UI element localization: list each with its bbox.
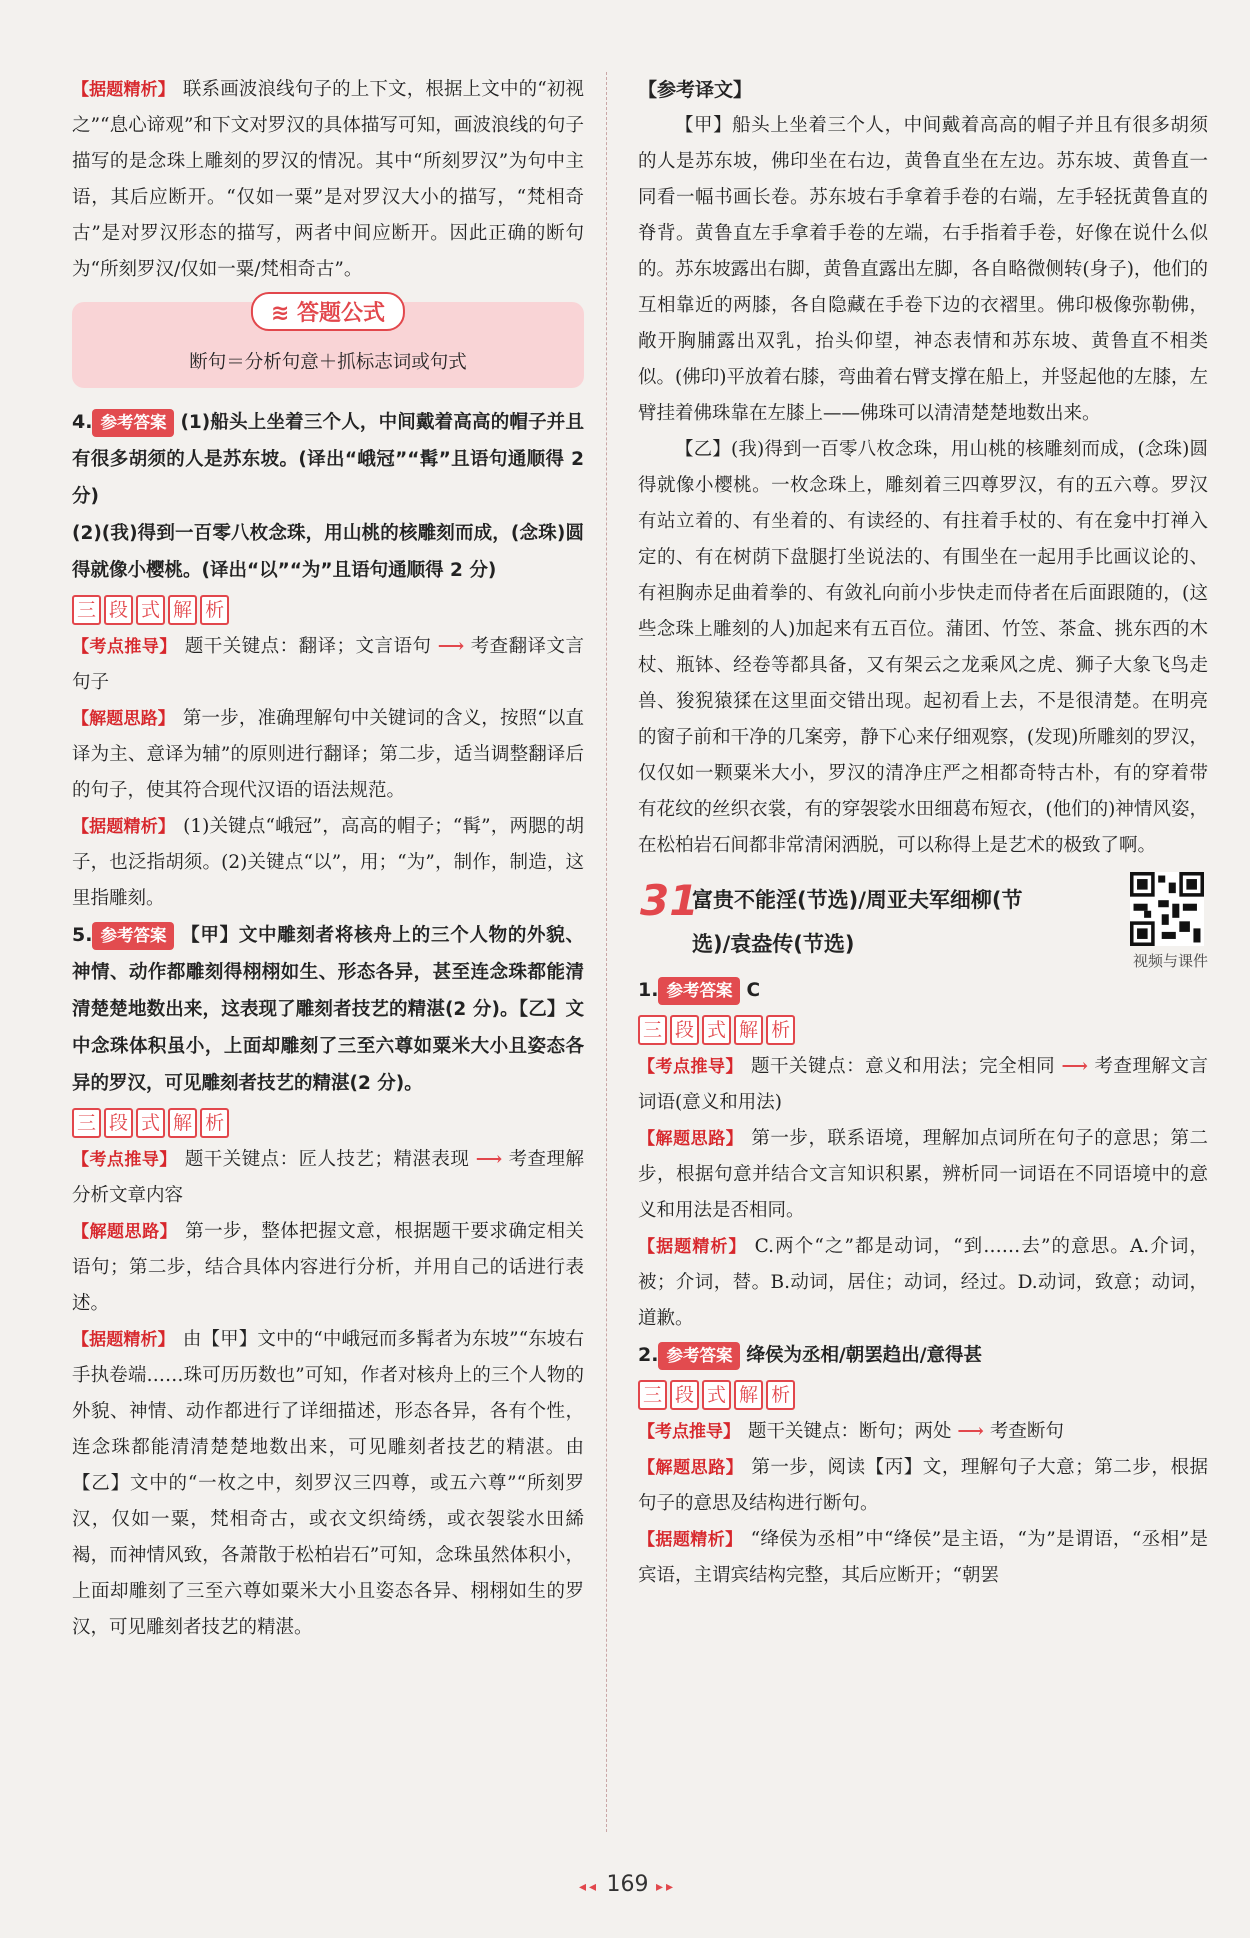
step-char: 式 [702,1380,731,1410]
jieti-tag: 【解题思路】 [638,1458,744,1478]
qr-code-icon[interactable] [1130,872,1204,946]
arrow-right-icon: ⟶ [1061,1056,1089,1077]
kaodian-text: 题干关键点：断句；两处 [748,1421,952,1442]
q2-answer [638,1337,1208,1374]
formula-box [72,302,584,388]
jingxi-text: 由【甲】文中的“中峨冠而多髯者为东坡”“东坡右手执卷端……珠可历历数也”可知，作者对核舟上的三个人物的外貌、神情、动作都进行了详细描述，形态各异，各有个性，连念珠都能清清楚楚地数出来，可见雕刻者技艺的精湛。由【乙】文中的“一枚之中，刻罗汉三四尊，或五六尊”“所刻罗汉，仅如一粟，梵相奇古，或衣文织绮绣，或衣袈裟水田絺褐，而神情风致，各萧散于松柏岩石”可知，念珠虽然体积小，上面却雕刻了三至六尊如粟米大小且姿态各异、栩栩如生的罗汉，可见雕刻者技艺的精湛。 [72,1329,584,1638]
step-char: 析 [766,1380,795,1410]
section-number: 31 [640,876,699,925]
kaodian-tag: 【考点推导】 [72,637,177,657]
q2-kaodian [638,1414,1208,1450]
answer-text: (1)船头上坐着三个人，中间戴着高高的帽子并且有很多胡须的人是苏东坡。(译出“峨冠”“髯”且语句通顺得 2 分) [72,412,584,507]
analysis-text: 联系画波浪线句子的上下文，根据上文中的“初视之”“息心谛观”和下文对罗汉的具体描写可知，画波浪线的句子描写的是念珠上雕刻的罗汉的情况。其中“所刻罗汉”为句中主语，其后应断开。“仅如一粟”是对罗汉大小的描写，“梵相奇古”是对罗汉形态的描写，两者中间应断开。因此正确的断句为“所刻罗汉/仅如一粟/梵相奇古”。 [72,79,585,280]
page-number-text: 169 [606,1872,649,1897]
arrow-right-icon: ⟶ [957,1421,984,1442]
step-char: 析 [200,595,229,625]
q2-jieti [638,1450,1208,1522]
jingxi-text: C.两个“之”都是动词，“到……去”的意思。A.介词，被；介词，替。B.动词，居住；动词，经过。D.动词，致意；动词，道歉。 [638,1236,1209,1329]
step-char: 段 [670,1380,699,1410]
q1-answer [638,972,1208,1009]
translation-yi: 【乙】(我)得到一百零八枚念珠，用山桃的核雕刻而成，(念珠)圆得就像小樱桃。一枚念珠上，雕刻着三四尊罗汉，有的五六尊。罗汉有站立着的、有坐着的、有读经的、有拄着手杖的、有在龛中打禅入定的、有在树荫下盘腿打坐说法的、有围坐在一起用手比画议论的、有袒胸赤足曲着拳的、有敛礼向前小步快走而侍者在后面跟随的，(这些念珠上雕刻的人)加起来有五百位。蒲团、竹笠、茶盒、挑东西的木杖、瓶钵、经卷等都具备，又有架云之龙乘风之虎、狮子大象飞鸟走兽、狻猊猿猱在这里面交错出现。起初看上去，不是很清楚。在明亮的窗子前和干净的几案旁，静下心来仔细观察，(发现)所雕刻的罗汉，仅仅如一颗粟米大小，罗汉的清净庄严之相都奇特古朴，有的穿着带有花纹的丝织衣裳，有的穿袈裟水田细葛布短衣，(他们的)神情风姿，在松柏岩石间都非常清闲洒脱，可以称得上是艺术的极致了啊。 [638,439,1208,856]
q5-answer [72,917,584,1102]
formula-title-text: 答题公式 [297,301,386,326]
three-step-badge [72,1108,584,1138]
kaodian-tag: 【考点推导】 [638,1422,740,1442]
jieti-text: 第一步，阅读【丙】文，理解句子大意；第二步，根据句子的意思及结构进行断句。 [638,1457,1208,1514]
step-char: 析 [766,1015,795,1045]
question-number: 4. [72,411,93,433]
answer-text: 绛侯为丞相/朝罢趋出/意得甚 [746,1345,982,1366]
q4-jieti [72,701,584,809]
formula-text: 断句＝分析句意＋抓标志词或句式 [189,352,467,373]
answer-label: 参考答案 [92,409,174,437]
decor-dots: ◂◂ [578,1879,607,1895]
jingxi-tag: 【据题精析】 [638,1530,743,1550]
page-number [60,1872,1195,1897]
jieti-tag: 【解题思路】 [72,709,175,729]
q4-answer-1 [72,404,584,515]
step-char: 三 [638,1015,667,1045]
step-char: 三 [72,1108,101,1138]
step-char: 解 [734,1380,763,1410]
answer-label: 参考答案 [658,1342,740,1370]
q3-analysis [72,72,584,288]
jingxi-tag: 【据题精析】 [72,1330,175,1350]
jingxi-text: “绛侯为丞相”中“绛侯”是主语，“为”是谓语，“丞相”是宾语，主谓宾结构完整，其后应断开；“朝罢 [638,1529,1208,1586]
translation-jia: 【甲】船头上坐着三个人，中间戴着高高的帽子并且有很多胡须的人是苏东坡，佛印坐在右边，黄鲁直坐在左边。苏东坡、黄鲁直一同看一幅书画长卷。苏东坡右手拿着手卷的右端，左手轻抚黄鲁直的脊背。黄鲁直左手拿着手卷的左端，右手指着手卷，好像在说什么似的。苏东坡露出右脚，黄鲁直露出左脚，各自略微侧转(身子)，他们的互相靠近的两膝，各自隐藏在手卷下边的衣褶里。佛印极像弥勒佛，敞开胸脯露出双乳，抬头仰望，神态表情和苏东坡、黄鲁直不相类似。(佛印)平放着右膝，弯曲着右臂支撑在船上，并竖起他的左膝，左臂挂着佛珠靠在左膝上——佛珠可以清清楚楚地数出来。 [638,115,1208,424]
answer-label: 参考答案 [92,922,174,950]
step-char: 式 [136,595,165,625]
kaodian-tag: 【考点推导】 [72,1150,177,1170]
q4-answer-2: (2)(我)得到一百零八枚念珠，用山桃的核雕刻而成，(念珠)圆得就像小樱桃。(译出“以”“为”且语句通顺得 2 分) [72,523,584,581]
q5-kaodian [72,1142,584,1214]
step-char: 三 [638,1380,667,1410]
kaodian-tail: 考查理解文言词语(意义和用法) [638,1056,1208,1113]
step-char: 三 [72,595,101,625]
jieti-text: 第一步，准确理解句中关键词的含义，按照“以直译为主、意译为辅”的原则进行翻译；第二步，适当调整翻译后的句子，使其符合现代汉语的语法规范。 [72,708,585,801]
step-char: 析 [200,1108,229,1138]
section-header [638,872,1208,972]
decor-dots: ▸▸ [648,1879,677,1895]
page [60,72,1209,1918]
right-column [638,72,1208,1594]
left-column [72,72,584,1646]
step-char: 解 [168,595,197,625]
jingxi-text: (1)关键点“峨冠”，高高的帽子；“髯”，两腮的胡子，也泛指胡须。(2)关键点“以”，用；“为”，制作，制造，这里指雕刻。 [72,816,584,909]
jieti-text: 第一步，联系语境，理解加点词所在句子的意思；第二步，根据句意并结合文言知识积累，辨析同一词语在不同语境中的意义和用法是否相同。 [638,1128,1208,1221]
three-step-badge [72,595,584,625]
step-char: 段 [104,1108,133,1138]
step-char: 式 [702,1015,731,1045]
jieti-tag: 【解题思路】 [638,1129,744,1149]
step-char: 段 [670,1015,699,1045]
question-number: 1. [638,979,659,1001]
question-number: 5. [72,924,93,946]
q2-jingxi [638,1522,1208,1594]
question-number: 2. [638,1344,659,1366]
arrow-right-icon: ⟶ [475,1149,503,1170]
analysis-tag: 【据题精析】 [72,80,175,100]
step-char: 解 [168,1108,197,1138]
qr-label: 视频与课件 [1132,952,1208,970]
three-step-badge [638,1015,1208,1045]
q5-jingxi [72,1322,584,1646]
answer-text: 【甲】文中雕刻者将核舟上的三个人物的外貌、神情、动作都雕刻得栩栩如生、形态各异，甚至连念珠都能清清楚楚地数出来，这表现了雕刻者技艺的精湛(2 分)。【乙】文中念珠体积虽小，上面却雕刻了三至六尊如粟米大小且姿态各异的罗汉，可见雕刻者技艺的精湛(2 分)。 [72,925,584,1094]
q1-kaodian [638,1049,1208,1121]
jingxi-tag: 【据题精析】 [72,817,176,837]
kaodian-tail: 考查翻译文言句子 [72,636,584,693]
step-char: 解 [734,1015,763,1045]
kaodian-tail: 考查断句 [989,1421,1064,1442]
q1-jingxi [638,1229,1208,1337]
answer-text: C [746,980,761,1001]
q1-jieti [638,1121,1208,1229]
jieti-tag: 【解题思路】 [72,1222,178,1242]
kaodian-text: 题干关键点：翻译；文言语句 [184,636,432,657]
formula-title [251,292,405,331]
q4-jingxi [72,809,584,917]
arrow-right-icon: ⟶ [437,636,465,657]
reference-translation-title: 【参考译文】 [638,79,753,101]
step-char: 段 [104,595,133,625]
kaodian-tail: 考查理解分析文章内容 [72,1149,584,1206]
q5-jieti [72,1214,584,1322]
kaodian-tag: 【考点推导】 [638,1057,744,1077]
three-step-badge [638,1380,1208,1410]
kaodian-text: 题干关键点：匠人技艺；精湛表现 [184,1149,470,1170]
column-divider [606,72,607,1832]
q4-kaodian [72,629,584,701]
answer-label: 参考答案 [658,977,740,1005]
step-char: 式 [136,1108,165,1138]
kaodian-text: 题干关键点：意义和用法；完全相同 [751,1056,1056,1077]
formula-icon: ≋ [270,301,298,326]
jingxi-tag: 【据题精析】 [638,1237,747,1257]
section-title: 富贵不能淫(节选)/周亚夫军细柳(节选)/袁盎传(节选) [692,888,1023,956]
jieti-text: 第一步，整体把握文意，根据题干要求确定相关语句；第二步，结合具体内容进行分析，并用自己的话进行表述。 [72,1221,584,1314]
